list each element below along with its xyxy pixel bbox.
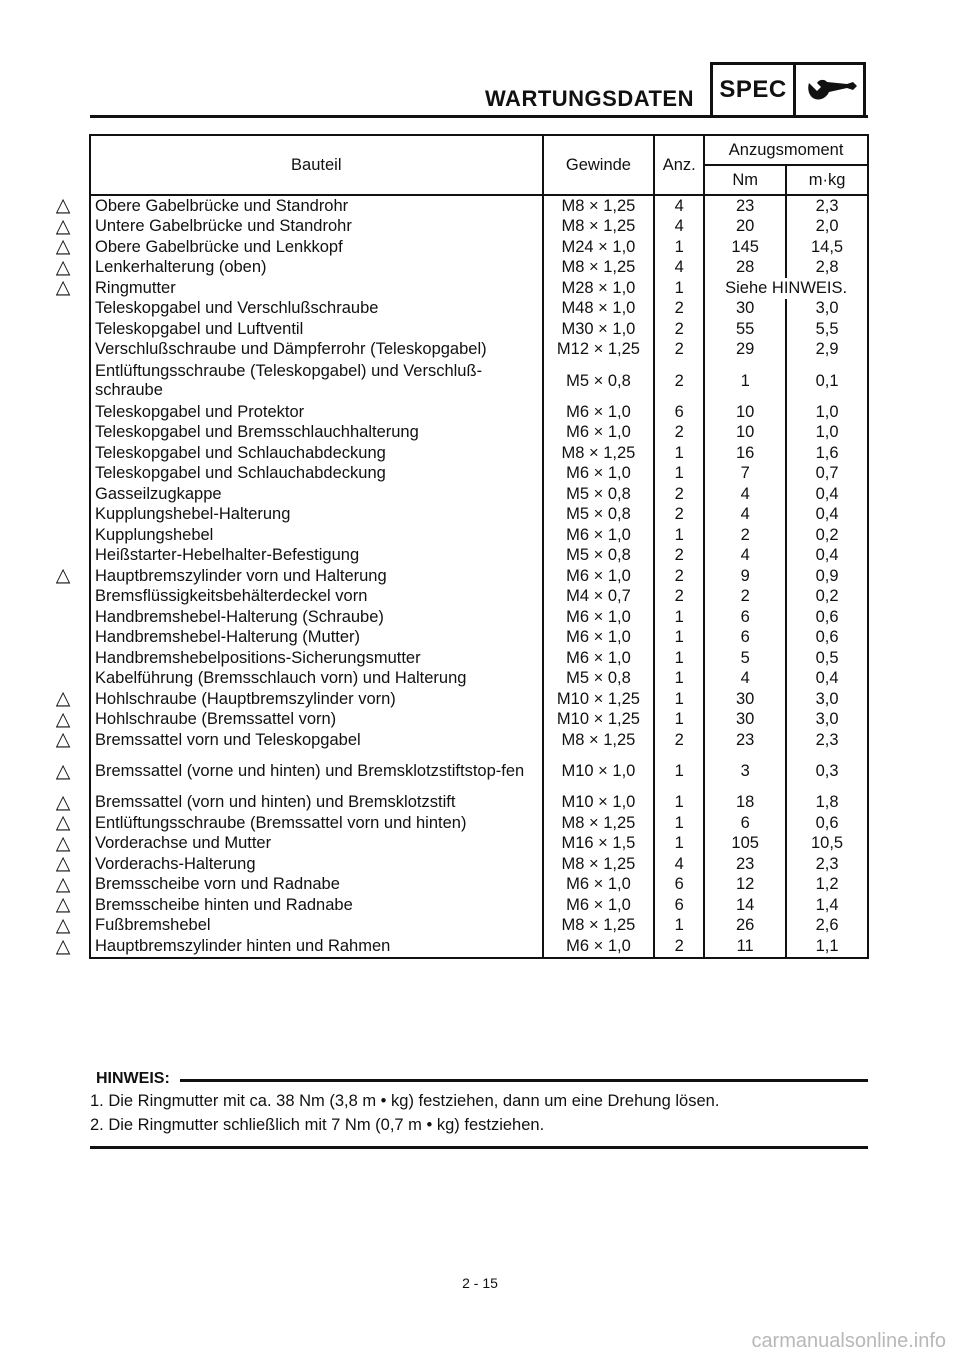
cell-nm: 6 [704, 628, 786, 649]
cell-part: Hauptbremszylinder vorn und Halterung [90, 566, 543, 587]
cell-nm: 55 [704, 319, 786, 340]
warning-triangle-icon: △ [55, 760, 71, 782]
cell-nm: 23 [704, 730, 786, 751]
cell-mkg: 1,4 [786, 895, 868, 916]
cell-part: Teleskopgabel und Luftventil [90, 319, 543, 340]
page-header [90, 60, 868, 122]
cell-part: Bremsflüssigkeitsbehälterdeckel vorn [90, 587, 543, 608]
cell-part: Obere Gabelbrücke und Lenkkopf [90, 237, 543, 258]
cell-part: Obere Gabelbrücke und Standrohr [90, 195, 543, 217]
cell-qty: 2 [654, 730, 704, 751]
cell-qty: 1 [654, 628, 704, 649]
cell-thread: M5 × 0,8 [543, 505, 655, 526]
cell-thread: M8 × 1,25 [543, 730, 655, 751]
cell-thread: M10 × 1,0 [543, 793, 655, 814]
cell-thread: M12 × 1,25 [543, 340, 655, 361]
cell-nm: 10 [704, 423, 786, 444]
cell-part: Gasseilzugkappe [90, 484, 543, 505]
cell-nm: 1 [704, 360, 786, 402]
cell-thread: M6 × 1,0 [543, 628, 655, 649]
cell-part: Verschlußschraube und Dämpferrohr (Teleskopgabel) [90, 340, 543, 361]
cell-thread: M6 × 1,0 [543, 525, 655, 546]
cell-thread: M6 × 1,0 [543, 423, 655, 444]
table-row [90, 895, 868, 916]
warning-triangle-icon: △ [55, 914, 71, 936]
cell-nm: 28 [704, 258, 786, 279]
cell-mkg: 0,4 [786, 484, 868, 505]
cell-nm: 12 [704, 875, 786, 896]
cell-nm: 5 [704, 648, 786, 669]
cell-qty: 1 [654, 237, 704, 258]
watermark: carmanualsonline.info [751, 1330, 946, 1352]
cell-mkg: 1,6 [786, 443, 868, 464]
cell-mkg: 2,6 [786, 916, 868, 937]
cell-nm: 30 [704, 299, 786, 320]
warning-triangle-icon: △ [55, 215, 71, 237]
cell-mkg: 0,6 [786, 628, 868, 649]
table-row [90, 730, 868, 751]
cell-nm: 23 [704, 195, 786, 217]
warning-triangle-icon: △ [55, 791, 71, 813]
cell-nm: 4 [704, 546, 786, 567]
cell-mkg: 2,0 [786, 217, 868, 238]
cell-thread: M6 × 1,0 [543, 402, 655, 423]
cell-thread: M4 × 0,7 [543, 587, 655, 608]
header-part: Bauteil [90, 135, 543, 195]
cell-part: Heißstarter-Hebelhalter-Befestigung [90, 546, 543, 567]
table-row [90, 464, 868, 485]
cell-nm: 29 [704, 340, 786, 361]
cell-thread: M10 × 1,25 [543, 689, 655, 710]
wrench-icon [803, 75, 859, 105]
cell-thread: M10 × 1,0 [543, 751, 655, 793]
cell-mkg: 14,5 [786, 237, 868, 258]
cell-mkg: 2,3 [786, 195, 868, 217]
table-row [90, 936, 868, 958]
cell-mkg: 0,4 [786, 505, 868, 526]
cell-qty: 6 [654, 895, 704, 916]
cell-part: Bremssattel vorn und Teleskopgabel [90, 730, 543, 751]
cell-qty: 1 [654, 464, 704, 485]
cell-qty: 1 [654, 689, 704, 710]
cell-part: Entlüftungsschraube (Bremssattel vorn und hinten) [90, 813, 543, 834]
table-row [90, 195, 868, 217]
cell-part: Bremssattel (vorne und hinten) und Bremsklotzstiftstop-fen [90, 751, 543, 793]
cell-mkg: 0,7 [786, 464, 868, 485]
cell-mkg: 5,5 [786, 319, 868, 340]
table-row [90, 793, 868, 814]
warning-triangle-icon: △ [55, 729, 71, 751]
cell-mkg: 10,5 [786, 834, 868, 855]
cell-thread: M10 × 1,25 [543, 710, 655, 731]
cell-mkg: 0,6 [786, 607, 868, 628]
table-row [90, 340, 868, 361]
cell-qty: 2 [654, 299, 704, 320]
cell-thread: M6 × 1,0 [543, 464, 655, 485]
cell-mkg: 3,0 [786, 299, 868, 320]
cell-qty: 4 [654, 854, 704, 875]
cell-thread: M8 × 1,25 [543, 854, 655, 875]
cell-qty: 1 [654, 916, 704, 937]
cell-nm: 30 [704, 689, 786, 710]
cell-mkg: 2,8 [786, 258, 868, 279]
cell-part: Vorderachs-Halterung [90, 854, 543, 875]
cell-part: Kupplungshebel [90, 525, 543, 546]
table-row [90, 299, 868, 320]
cell-mkg: 0,2 [786, 525, 868, 546]
cell-mkg: 2,3 [786, 854, 868, 875]
table-row [90, 834, 868, 855]
cell-part: Handbremshebel-Halterung (Mutter) [90, 628, 543, 649]
warning-triangle-icon: △ [55, 935, 71, 957]
cell-part: Kupplungshebel-Halterung [90, 505, 543, 526]
cell-thread: M8 × 1,25 [543, 258, 655, 279]
cell-part: Bremsscheibe hinten und Radnabe [90, 895, 543, 916]
cell-nm: 2 [704, 525, 786, 546]
warning-triangle-icon: △ [55, 832, 71, 854]
cell-qty: 1 [654, 834, 704, 855]
table-row [90, 566, 868, 587]
cell-part: Entlüftungsschraube (Teleskopgabel) und Verschluß-schraube [90, 360, 543, 402]
cell-nm: 10 [704, 402, 786, 423]
cell-thread: M48 × 1,0 [543, 299, 655, 320]
cell-qty: 6 [654, 402, 704, 423]
warning-triangle-icon: △ [55, 688, 71, 710]
cell-part: Teleskopgabel und Schlauchabdeckung [90, 464, 543, 485]
cell-nm: 9 [704, 566, 786, 587]
cell-mkg: 0,6 [786, 813, 868, 834]
cell-mkg: 1,2 [786, 875, 868, 896]
table-row [90, 628, 868, 649]
cell-thread: M8 × 1,25 [543, 195, 655, 217]
cell-nm: 6 [704, 607, 786, 628]
table-body [90, 195, 868, 958]
cell-qty: 2 [654, 319, 704, 340]
cell-nm: 16 [704, 443, 786, 464]
cell-thread: M5 × 0,8 [543, 546, 655, 567]
warning-triangle-icon: △ [55, 565, 71, 587]
cell-mkg: 3,0 [786, 710, 868, 731]
cell-qty: 2 [654, 423, 704, 444]
notes-section [90, 1070, 868, 1149]
note-item: 2. Die Ringmutter schließlich mit 7 Nm (0,7 m • kg) festziehen. [90, 1116, 545, 1134]
cell-part: Ringmutter [90, 278, 543, 299]
cell-qty: 2 [654, 505, 704, 526]
cell-part: Bremsscheibe vorn und Radnabe [90, 875, 543, 896]
cell-qty: 1 [654, 710, 704, 731]
table-row [90, 237, 868, 258]
cell-mkg: 2,3 [786, 730, 868, 751]
spec-label: SPEC [713, 65, 796, 115]
cell-qty: 1 [654, 669, 704, 690]
cell-thread: M6 × 1,0 [543, 875, 655, 896]
cell-qty: 1 [654, 648, 704, 669]
header-qty: Anz. [654, 135, 704, 195]
table-row [90, 854, 868, 875]
cell-part: Kabelführung (Bremsschlauch vorn) und Halterung [90, 669, 543, 690]
table-row [90, 669, 868, 690]
cell-thread: M8 × 1,25 [543, 217, 655, 238]
cell-thread: M6 × 1,0 [543, 566, 655, 587]
table-row [90, 319, 868, 340]
cell-part: Teleskopgabel und Protektor [90, 402, 543, 423]
torque-table [89, 134, 869, 959]
cell-thread: M5 × 0,8 [543, 360, 655, 402]
cell-thread: M8 × 1,25 [543, 916, 655, 937]
cell-mkg: 0,9 [786, 566, 868, 587]
cell-mkg: 0,4 [786, 669, 868, 690]
table-row [90, 525, 868, 546]
cell-part: Handbremshebelpositions-Sicherungsmutter [90, 648, 543, 669]
cell-qty: 1 [654, 525, 704, 546]
cell-qty: 2 [654, 566, 704, 587]
cell-nm: 4 [704, 669, 786, 690]
notes-bottom-rule [90, 1146, 868, 1149]
table-row [90, 546, 868, 567]
cell-part: Teleskopgabel und Verschlußschraube [90, 299, 543, 320]
cell-part: Teleskopgabel und Bremsschlauchhalterung [90, 423, 543, 444]
cell-mkg: 1,0 [786, 402, 868, 423]
cell-part: Handbremshebel-Halterung (Schraube) [90, 607, 543, 628]
cell-nm: 18 [704, 793, 786, 814]
cell-qty: 1 [654, 751, 704, 793]
cell-nm: 3 [704, 751, 786, 793]
table-row [90, 484, 868, 505]
table-row [90, 689, 868, 710]
table-row [90, 505, 868, 526]
cell-nm: 2 [704, 587, 786, 608]
table-row [90, 360, 868, 402]
table-row [90, 443, 868, 464]
cell-thread: M8 × 1,25 [543, 443, 655, 464]
cell-mkg: 0,3 [786, 751, 868, 793]
cell-mkg: 0,2 [786, 587, 868, 608]
spec-badge [710, 62, 866, 118]
cell-nm: 6 [704, 813, 786, 834]
cell-mkg: 1,0 [786, 423, 868, 444]
cell-qty: 1 [654, 443, 704, 464]
cell-part: Lenkerhalterung (oben) [90, 258, 543, 279]
cell-qty: 1 [654, 813, 704, 834]
cell-nm: 14 [704, 895, 786, 916]
header-torque: Anzugsmoment [704, 135, 868, 165]
cell-nm: 11 [704, 936, 786, 958]
cell-part: Untere Gabelbrücke und Standrohr [90, 217, 543, 238]
cell-part: Teleskopgabel und Schlauchabdeckung [90, 443, 543, 464]
cell-part: Hohlschraube (Bremssattel vorn) [90, 710, 543, 731]
table-row [90, 278, 868, 299]
cell-part: Bremssattel (vorn und hinten) und Bremsklotzstift [90, 793, 543, 814]
cell-thread: M30 × 1,0 [543, 319, 655, 340]
cell-part: Fußbremshebel [90, 916, 543, 937]
cell-thread: M6 × 1,0 [543, 607, 655, 628]
cell-qty: 1 [654, 278, 704, 299]
warning-triangle-icon: △ [55, 708, 71, 730]
table-row [90, 813, 868, 834]
cell-thread: M8 × 1,25 [543, 813, 655, 834]
cell-nm: 4 [704, 484, 786, 505]
cell-thread: M6 × 1,0 [543, 895, 655, 916]
note-item: 1. Die Ringmutter mit ca. 38 Nm (3,8 m • kg) festziehen, dann um eine Drehung lösen. [90, 1092, 720, 1110]
cell-nm: 30 [704, 710, 786, 731]
table-row [90, 710, 868, 731]
cell-thread: M24 × 1,0 [543, 237, 655, 258]
cell-part: Hohlschraube (Hauptbremszylinder vorn) [90, 689, 543, 710]
cell-thread: M6 × 1,0 [543, 936, 655, 958]
cell-qty: 4 [654, 195, 704, 217]
cell-mkg: 0,4 [786, 546, 868, 567]
cell-thread: M28 × 1,0 [543, 278, 655, 299]
warning-triangle-icon: △ [55, 194, 71, 216]
page-number: 2 - 15 [462, 1275, 498, 1291]
warning-triangle-icon: △ [55, 853, 71, 875]
cell-qty: 2 [654, 587, 704, 608]
cell-qty: 6 [654, 875, 704, 896]
table-row [90, 607, 868, 628]
table-row [90, 587, 868, 608]
table-row [90, 402, 868, 423]
cell-qty: 2 [654, 546, 704, 567]
cell-nm: 20 [704, 217, 786, 238]
torque-table-wrap [55, 134, 869, 959]
header-mkg: m·kg [786, 165, 868, 195]
cell-part: Vorderachse und Mutter [90, 834, 543, 855]
notes-title: HINWEIS: [96, 1070, 170, 1087]
cell-qty: 1 [654, 793, 704, 814]
table-row [90, 423, 868, 444]
table-row [90, 916, 868, 937]
cell-mkg: 1,1 [786, 936, 868, 958]
cell-part: Hauptbremszylinder hinten und Rahmen [90, 936, 543, 958]
cell-nm: 23 [704, 854, 786, 875]
warning-triangle-icon: △ [55, 812, 71, 834]
table-row [90, 648, 868, 669]
cell-mkg: 0,5 [786, 648, 868, 669]
cell-mkg: 3,0 [786, 689, 868, 710]
cell-qty: 2 [654, 484, 704, 505]
table-row [90, 217, 868, 238]
cell-nm: 4 [704, 505, 786, 526]
warning-triangle-icon: △ [55, 873, 71, 895]
cell-qty: 2 [654, 360, 704, 402]
notes-rule [180, 1079, 868, 1082]
page-title: WARTUNGSDATEN [485, 86, 694, 111]
cell-mkg: 1,8 [786, 793, 868, 814]
notes-list [90, 1090, 868, 1136]
cell-nm: 26 [704, 916, 786, 937]
cell-note: Siehe HINWEIS. [704, 278, 868, 299]
cell-mkg: 0,1 [786, 360, 868, 402]
cell-thread: M5 × 0,8 [543, 484, 655, 505]
warning-triangle-icon: △ [55, 894, 71, 916]
table-row [90, 875, 868, 896]
warning-triangle-icon: △ [55, 277, 71, 299]
cell-qty: 1 [654, 607, 704, 628]
cell-thread: M5 × 0,8 [543, 669, 655, 690]
cell-qty: 4 [654, 217, 704, 238]
cell-nm: 105 [704, 834, 786, 855]
table-row [90, 751, 868, 793]
cell-nm: 7 [704, 464, 786, 485]
cell-mkg: 2,9 [786, 340, 868, 361]
cell-thread: M6 × 1,0 [543, 648, 655, 669]
header-thread: Gewinde [543, 135, 655, 195]
warning-triangle-icon: △ [55, 256, 71, 278]
table-row [90, 258, 868, 279]
warning-triangle-icon: △ [55, 236, 71, 258]
cell-qty: 4 [654, 258, 704, 279]
notes-header [90, 1070, 868, 1088]
cell-nm: 145 [704, 237, 786, 258]
cell-thread: M16 × 1,5 [543, 834, 655, 855]
header-nm: Nm [704, 165, 786, 195]
cell-qty: 2 [654, 340, 704, 361]
cell-qty: 2 [654, 936, 704, 958]
